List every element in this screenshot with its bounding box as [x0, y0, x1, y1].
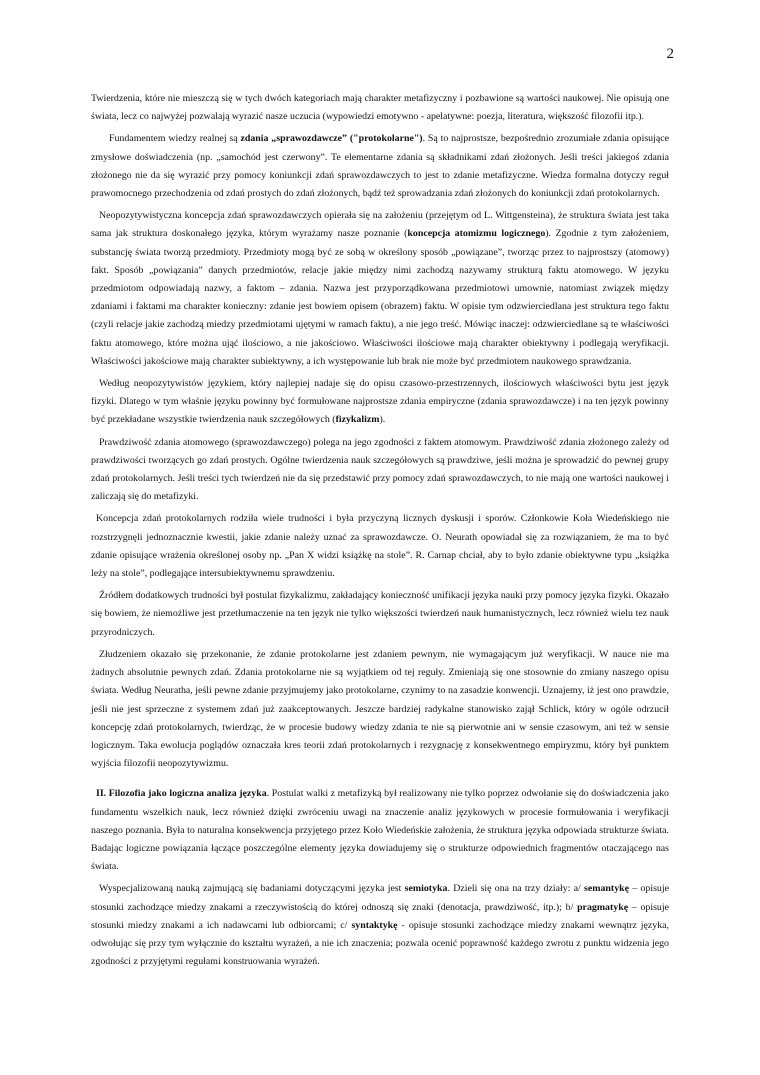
paragraph-section-2: II. Filozofia jako logiczna analiza języka. Postulat walki z metafizyką był realizowany nie tylko poprzez odwołanie się do doświadczenia jako fundamentu wszelkich nauk, lecz również dzięki zwróceniu uwagi na znaczenie analiz językowych w procesie formułowania i weryfikacji naszego poznania. Była to naturalna konsekwencja przyjętego przez Koło Wiedeńskie założenia, że struktura języka odpowiada strukturze świata. Badając logiczne powiązania łączące poszczególne elementy języka dowiadujemy się o strukturze odpowiednich fragmentów otaczającego nas świata. [91, 788, 669, 873]
document-body [91, 90, 669, 975]
page-number: 2 [666, 46, 674, 62]
paragraph-logical-atomism: Neopozytywistyczna koncepcja zdań sprawozdawczych opierała się na założeniu (przejętym od L. Wittgensteina), że struktura świata jest taka sama jak struktura doskonałego języka, którym wyrażamy nasze poznanie (koncepcja atomizmu logicznego). Zgodnie z tym założeniem, substancję świata tworzą przedmioty. Przedmioty mogą być ze sobą w określony sposób „powiązane”, tworząc przez to najprostszy (atomowy) fakt. Sposób „powiązania” danych przedmiotów, relacje jakie między nimi zachodzą nazywamy strukturą faktu atomowego. W języku przedmiotom odpowiadają nazwy, a faktom – zdania. Nazwa jest przyporządkowana przedmiotowi umownie, natomiast związek między zdaniami i faktami ma charakter konieczny: zdanie jest bowiem opisem (obrazem) faktu. W opisie tym odzwierciedlana jest struktura tego faktu (czyli relacje jakie zachodzą miedzy przedmiotami ujętymi w ramach faktu), a nie jego treść. Mówiąc inaczej: odzwierciedlane są te właściwości faktu atomowego, które można ująć ilościowo, a nie jakościowo. Właściwości ilościowe mają charakter obiektywny i podlegają weryfikacji. Właściwości jakościowe mają charakter subiektywny, a ich występowanie lub brak nie może być przedmiotem naukowego sprawdzania. [91, 210, 670, 367]
paragraph-metaphysics: Twierdzenia, które nie mieszczą się w tych dwóch kategoriach mają charakter metafizyczny i pozbawione są wartości naukowej. Nie opisują one świata, lecz co najwyżej pozwalają wyrazić nasze uczucia (wypowiedzi emotywno - apelatywne: poezja, literatura, większość filozofii itp.). [91, 93, 669, 123]
section-heading: II. Filozofia jako logiczna analiza języka [96, 788, 267, 800]
paragraph-truth: Prawdziwość zdania atomowego (sprawozdawczego) polega na jego zgodności z faktem atomowym. Prawdziwość zdania złożonego zależy od prawdziwości tworzących go zdań prostych. Ogólne twierdzenia nauk szczegółowych są prawdziwe, jeśli można je sprowadzić do pewnej grupy zdań protokolarnych. Jeśli treści tych twierdzeń nie da się przedstawić przy pomocy zdań sprawozdawczych, to nie mają one wartości naukowej i zaliczają się do metafizyki. [91, 436, 669, 503]
bold-term: syntaktykę [351, 919, 398, 931]
paragraph-physicalism: Według neopozytywistów językiem, który najlepiej nadaje się do opisu czasowo-przestrzennych, ilościowych właściwości bytu jest język fizyki. Dlatego w tym właśnie języku powinny być formułowane najprostsze zdania empiryczne (zdania sprawozdawcze) i na ten język powinny być przekładane wszystkie twierdzenia nauk szczegółowych (fizykalizm). [91, 378, 669, 426]
bold-term: semantykę [584, 883, 630, 895]
paragraph-semiotics: Wyspecjalizowaną nauką zajmującą się badaniami dotyczącymi języka jest semiotyka. Dzieli się ona na trzy działy: a/ semantykę – opisuje stosunki zachodzące miedzy znakami a rzeczywistością do której odnoszą się znaki (denotacja, prawdziwość, itp.); b/ pragmatykę – opisuje stosunki miedzy znakami a ich nadawcami lub odbiorcami; c/ syntaktykę - opisuje stosunki zachodzące miedzy znakami wewnątrz języka, odwołując się przy tym wyłącznie do kształtu wyrażeń, a nie ich znaczenia; pozwala ocenić poprawność każdego zwrotu z punktu widzenia jego zgodności z przyjętymi regułami konstruowania wyrażeń. [91, 883, 669, 968]
bold-term: zdania „sprawozdawcze” ("protokolarne") [240, 133, 423, 145]
paragraph-protocol-sentences: Fundamentem wiedzy realnej są zdania „sprawozdawcze” ("protokolarne"). Są to najprostsze, bezpośrednio zrozumiałe zdania opisujące zmysłowe doświadczenia (np. „samochód jest czerwony”. Te elementarne zdania są składnikami zdań złożonych. Jeśli treści jakiegoś zdania złożonego nie da się wyrazić przy pomocy koniunkcji zdań sprawozdawczych to jest to zdanie metafizyczne. Wiedza formalna dotyczy reguł prawomocnego przechodzenia od zdań prostych do zdań złożonych, bądź też sprowadzania zdań złożonych do koniunkcji zdań protokolarnych. [91, 133, 669, 200]
bold-term: fizykalizm [335, 414, 380, 426]
bold-term: pragmatykę [577, 901, 629, 913]
bold-term: semiotyka [404, 883, 448, 895]
paragraph-physicalism-difficulties: Źródłem dodatkowych trudności był postulat fizykalizmu, zakładający konieczność unifikacji języka nauki przy pomocy języka fizyki. Okazało się bowiem, że niemożliwe jest przetłumaczenie na ten język nie tylko większości twierdzeń nauk humanistycznych, lecz również wielu tez nauk przyrodniczych. [91, 590, 669, 638]
bold-term: koncepcja atomizmu logicznego [407, 228, 546, 240]
paragraph-illusion: Złudzeniem okazało się przekonanie, że zdanie protokolarne jest zdaniem pewnym, nie wymagającym już weryfikacji. W nauce nie ma żadnych absolutnie pewnych zdań. Zdania protokolarne nie są wyjątkiem od tej reguły. Zmieniają się one stosownie do zmiany naszego opisu świata. Według Neuratha, jeśli pewne zdanie przyjmujemy jako protokolarne, czynimy to na zasadzie konwencji. Uznajemy, iż jest ono prawdzie, jeśli nie jest sprzeczne z systemem zdań już zaakceptowanych. Jeszcze bardziej radykalne stanowisko zajął Schlick, który w ogóle odrzucił koncepcję zdań protokolarnych, twierdząc, że w procesie budowy wiedzy zdania te nie są pierwotnie ani w sensie czasowym, ani też w sensie logicznym. Taka ewolucja poglądów oznaczała kres teorii zdań protokolarnych i rezygnację z konsekwentnego empiryzmu, który był punktem wyjścia filozofii neopozytywizmu. [91, 648, 669, 770]
paragraph-difficulties: Koncepcja zdań protokolarnych rodziła wiele trudności i była przyczyną licznych dyskusji i sporów. Członkowie Koła Wiedeńskiego nie rozstrzygnęli jednoznacznie kwestii, jakie zdanie należy uznać za sprawozdawcze. O. Neurath opowiadał się za rozwiązaniem, że ma to być zdanie opisujące wrażenia określonej osoby np. „Pan X widzi książkę na stole”. R. Carnap chciał, aby to było zdanie obiektywne typu „książka leży na stole”, podlegające intersubiektywnemu sprawdzeniu. [91, 513, 669, 580]
